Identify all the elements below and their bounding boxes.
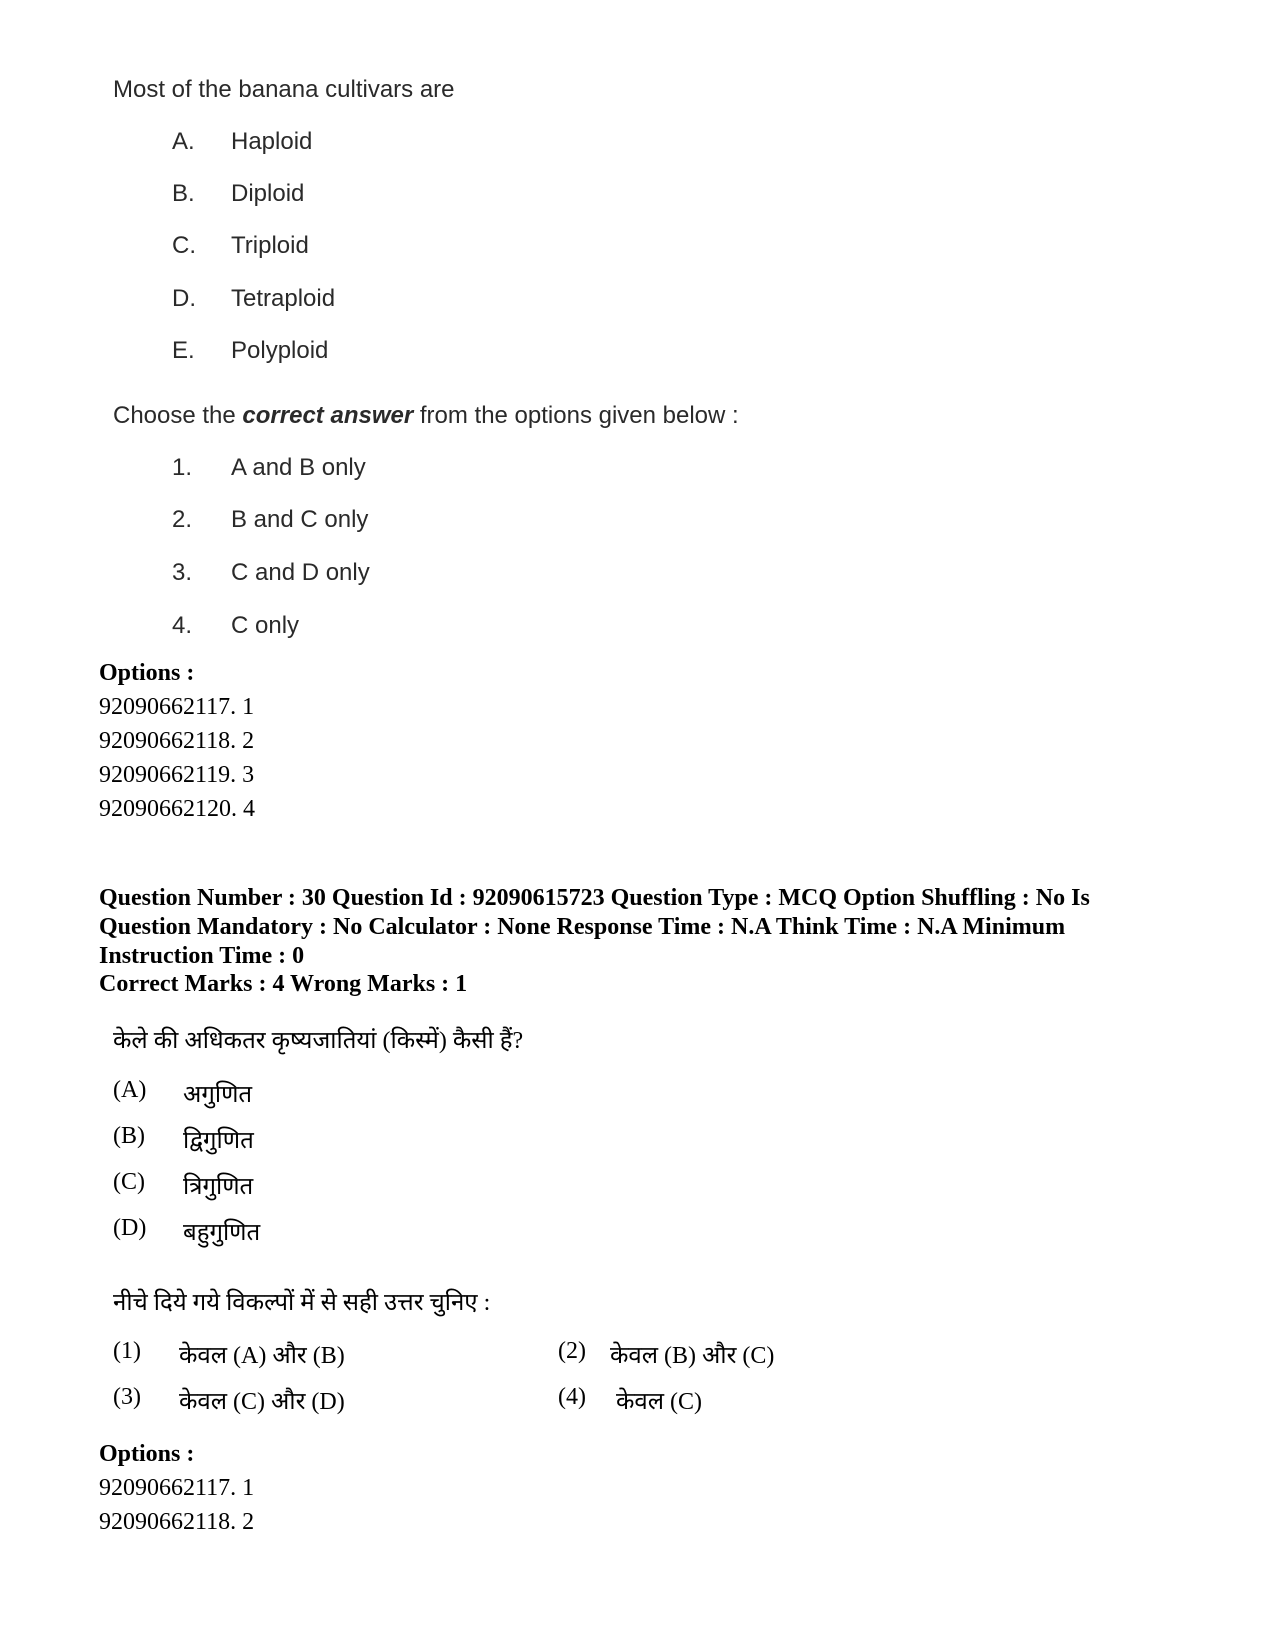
item-text: Tetraploid (231, 285, 336, 312)
option-line: 92090662120. 4 (99, 796, 255, 822)
hindi-choose-instruction: नीचे दिये गये विकल्पों में से सही उत्तर चुनिए : (113, 1290, 491, 1316)
list-item (113, 1169, 253, 1202)
choose-instruction (113, 402, 739, 430)
item-label: C. (172, 232, 196, 259)
item-text: Haploid (231, 128, 313, 155)
answer-label: (1) (113, 1338, 141, 1364)
answer-label: 2. (172, 506, 193, 533)
list-item (172, 180, 304, 208)
item-label: E. (172, 337, 195, 364)
question-meta (99, 884, 1199, 971)
item-label: (C) (113, 1169, 145, 1195)
meta-line: Question Mandatory : No Calculator : None Response Time : N.A Think Time : N.A Minimum (99, 914, 1066, 940)
answer-label: (3) (113, 1384, 141, 1410)
item-label: D. (172, 285, 196, 312)
answer-text: A and B only (231, 454, 366, 481)
meta-line: Question Number : 30 Question Id : 92090615723 Question Type : MCQ Option Shuffling : No Is (99, 885, 1090, 911)
answer-label: (4) (558, 1384, 586, 1410)
question-stem: Most of the banana cultivars are (113, 76, 455, 103)
options-title: Options : (99, 660, 195, 686)
answer-label: 1. (172, 454, 193, 481)
answer-text: B and C only (231, 506, 369, 533)
option-line: 92090662118. 2 (99, 1509, 255, 1535)
answer-text: केवल (A) और (B) (179, 1343, 345, 1369)
list-item (172, 232, 309, 260)
list-item (113, 1077, 252, 1110)
list-item (172, 337, 328, 365)
item-text: Triploid (231, 232, 309, 259)
answer-item (172, 454, 366, 482)
answer-item (172, 559, 370, 587)
answer-item (172, 612, 299, 640)
answer-item (558, 1338, 774, 1371)
hindi-question-stem: केले की अधिकतर कृष्यजातियां (किस्में) कैसी हैं? (113, 1028, 524, 1054)
marks-line: Correct Marks : 4 Wrong Marks : 1 (99, 971, 468, 997)
option-line: 92090662117. 1 (99, 1475, 255, 1501)
item-label: (D) (113, 1215, 147, 1241)
list-item (172, 285, 335, 313)
item-label: A. (172, 128, 195, 155)
item-text: अगुणित (183, 1082, 253, 1108)
item-text: द्विगुणित (183, 1128, 254, 1154)
answer-text: केवल (C) और (D) (179, 1389, 345, 1415)
choose-prefix: Choose the (113, 402, 243, 429)
answer-item (172, 506, 368, 534)
item-label: B. (172, 180, 195, 207)
answer-item (113, 1338, 345, 1371)
answer-label: 4. (172, 612, 193, 639)
meta-line: Instruction Time : 0 (99, 943, 305, 969)
options-title: Options : (99, 1441, 195, 1467)
answer-text: C and D only (231, 559, 370, 586)
option-line: 92090662118. 2 (99, 728, 255, 754)
option-line: 92090662117. 1 (99, 694, 255, 720)
list-item (113, 1123, 254, 1156)
answer-item (113, 1384, 345, 1417)
answer-label: (2) (558, 1338, 586, 1364)
item-text: Diploid (231, 180, 305, 207)
list-item (113, 1215, 260, 1248)
answer-label: 3. (172, 559, 193, 586)
answer-item (558, 1384, 702, 1417)
choose-suffix: from the options given below : (413, 402, 739, 429)
item-text: Polyploid (231, 337, 329, 364)
answer-text: C only (231, 612, 300, 639)
option-line: 92090662119. 3 (99, 762, 255, 788)
item-text: त्रिगुणित (183, 1174, 254, 1200)
choose-emphasis: correct answer (242, 402, 414, 429)
item-label: (B) (113, 1123, 145, 1149)
item-label: (A) (113, 1077, 147, 1103)
item-text: बहुगुणित (183, 1220, 261, 1246)
list-item (172, 128, 312, 156)
answer-text: केवल (C) (616, 1389, 703, 1415)
answer-text: केवल (B) और (C) (610, 1343, 775, 1369)
